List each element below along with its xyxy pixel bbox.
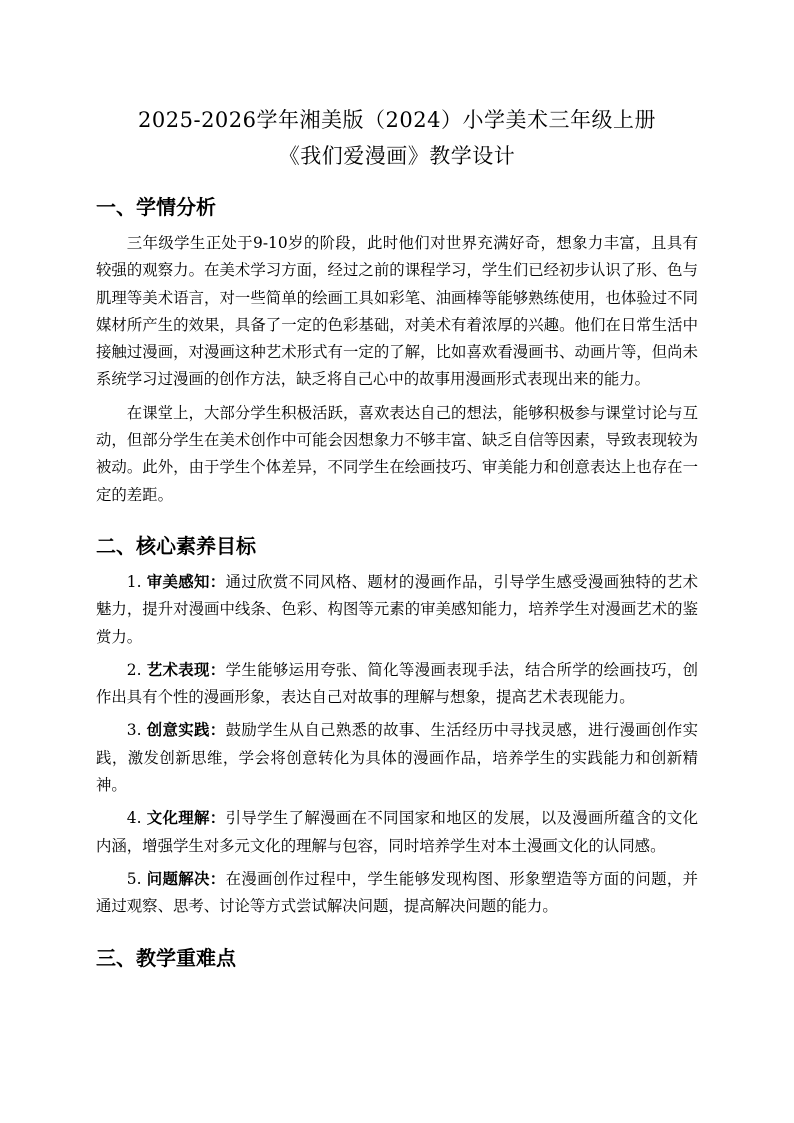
section-key-difficulties (96, 943, 698, 973)
goal-item (96, 569, 698, 651)
goal-label: 创意实践： (146, 721, 226, 740)
document-title-line-1: 2025-2026学年湘美版（2024）小学美术三年级上册 (138, 108, 656, 132)
goal-label: 文化理解： (146, 809, 226, 828)
goal-text: 鼓励学生从自己熟悉的故事、生活经历中寻找灵感，进行漫画创作实践，激发创新思维，学会将创意转化为具体的漫画作品，培养学生的实践能力和创新精神。 (96, 721, 698, 795)
goal-text: 通过欣赏不同风格、题材的漫画作品，引导学生感受漫画独特的艺术魅力，提升对漫画中线条、色彩、构图等元素的审美感知能力，培养学生对漫画艺术的鉴赏力。 (96, 572, 698, 646)
goal-item (96, 657, 698, 712)
section-heading: 三、教学重难点 (96, 945, 236, 970)
goal-label: 艺术表现： (146, 660, 226, 679)
section-core-goals (96, 531, 698, 921)
goal-label: 问题解决： (146, 869, 226, 888)
goal-text: 学生能够运用夸张、简化等漫画表现手法，结合所学的绘画技巧，创作出具有个性的漫画形象，表达自己对故事的理解与想象，提高艺术表现能力。 (96, 660, 698, 707)
goal-number: 1. (126, 572, 147, 591)
goal-item (96, 866, 698, 921)
section-heading: 二、核心素养目标 (96, 533, 256, 558)
goal-number: 3. (126, 721, 147, 740)
goal-number: 5. (126, 869, 147, 888)
goal-item (96, 717, 698, 799)
body-paragraph: 在课堂上，大部分学生积极活跃，喜欢表达自己的想法，能够积极参与课堂讨论与互动，但部分学生在美术创作中可能会因想象力不够丰富、缺乏自信等因素，导致表现较为被动。此外，由于学生个体差异，不同学生在绘画技巧、审美能力和创意表达上也存在一定的差距。 (96, 403, 698, 504)
document-title-line-2: 《我们爱漫画》教学设计 (278, 144, 516, 168)
goal-text: 在漫画创作过程中，学生能够发现构图、形象塑造等方面的问题，并通过观察、思考、讨论等方式尝试解决问题，提高解决问题的能力。 (96, 869, 698, 916)
goal-label: 审美感知： (146, 572, 226, 591)
title-block (96, 102, 698, 174)
goal-item (96, 805, 698, 860)
section-heading: 一、学情分析 (96, 195, 216, 219)
section-learner-analysis (96, 192, 698, 509)
goal-number: 2. (126, 660, 147, 679)
body-paragraph: 三年级学生正处于9-10岁的阶段，此时他们对世界充满好奇，想象力丰富，且具有较强的观察力。在美术学习方面，经过之前的课程学习，学生们已经初步认识了形、色与肌理等美术语言，对一些简单的绘画工具如彩笔、油画棒等能够熟练使用，也体验过不同媒材所产生的效果，具备了一定的色彩基础，对美术有着浓厚的兴趣。他们在日常生活中接触过漫画，对漫画这种艺术形式有一定的了解，比如喜欢看漫画书、动画片等，但尚未系统学习过漫画的创作方法，缺乏将自己心中的故事用漫画形式表现出来的能力。 (96, 234, 698, 389)
goal-number: 4. (126, 809, 147, 828)
goal-text: 引导学生了解漫画在不同国家和地区的发展，以及漫画所蕴含的文化内涵，增强学生对多元文化的理解与包容，同时培养学生对本土漫画文化的认同感。 (96, 809, 698, 855)
